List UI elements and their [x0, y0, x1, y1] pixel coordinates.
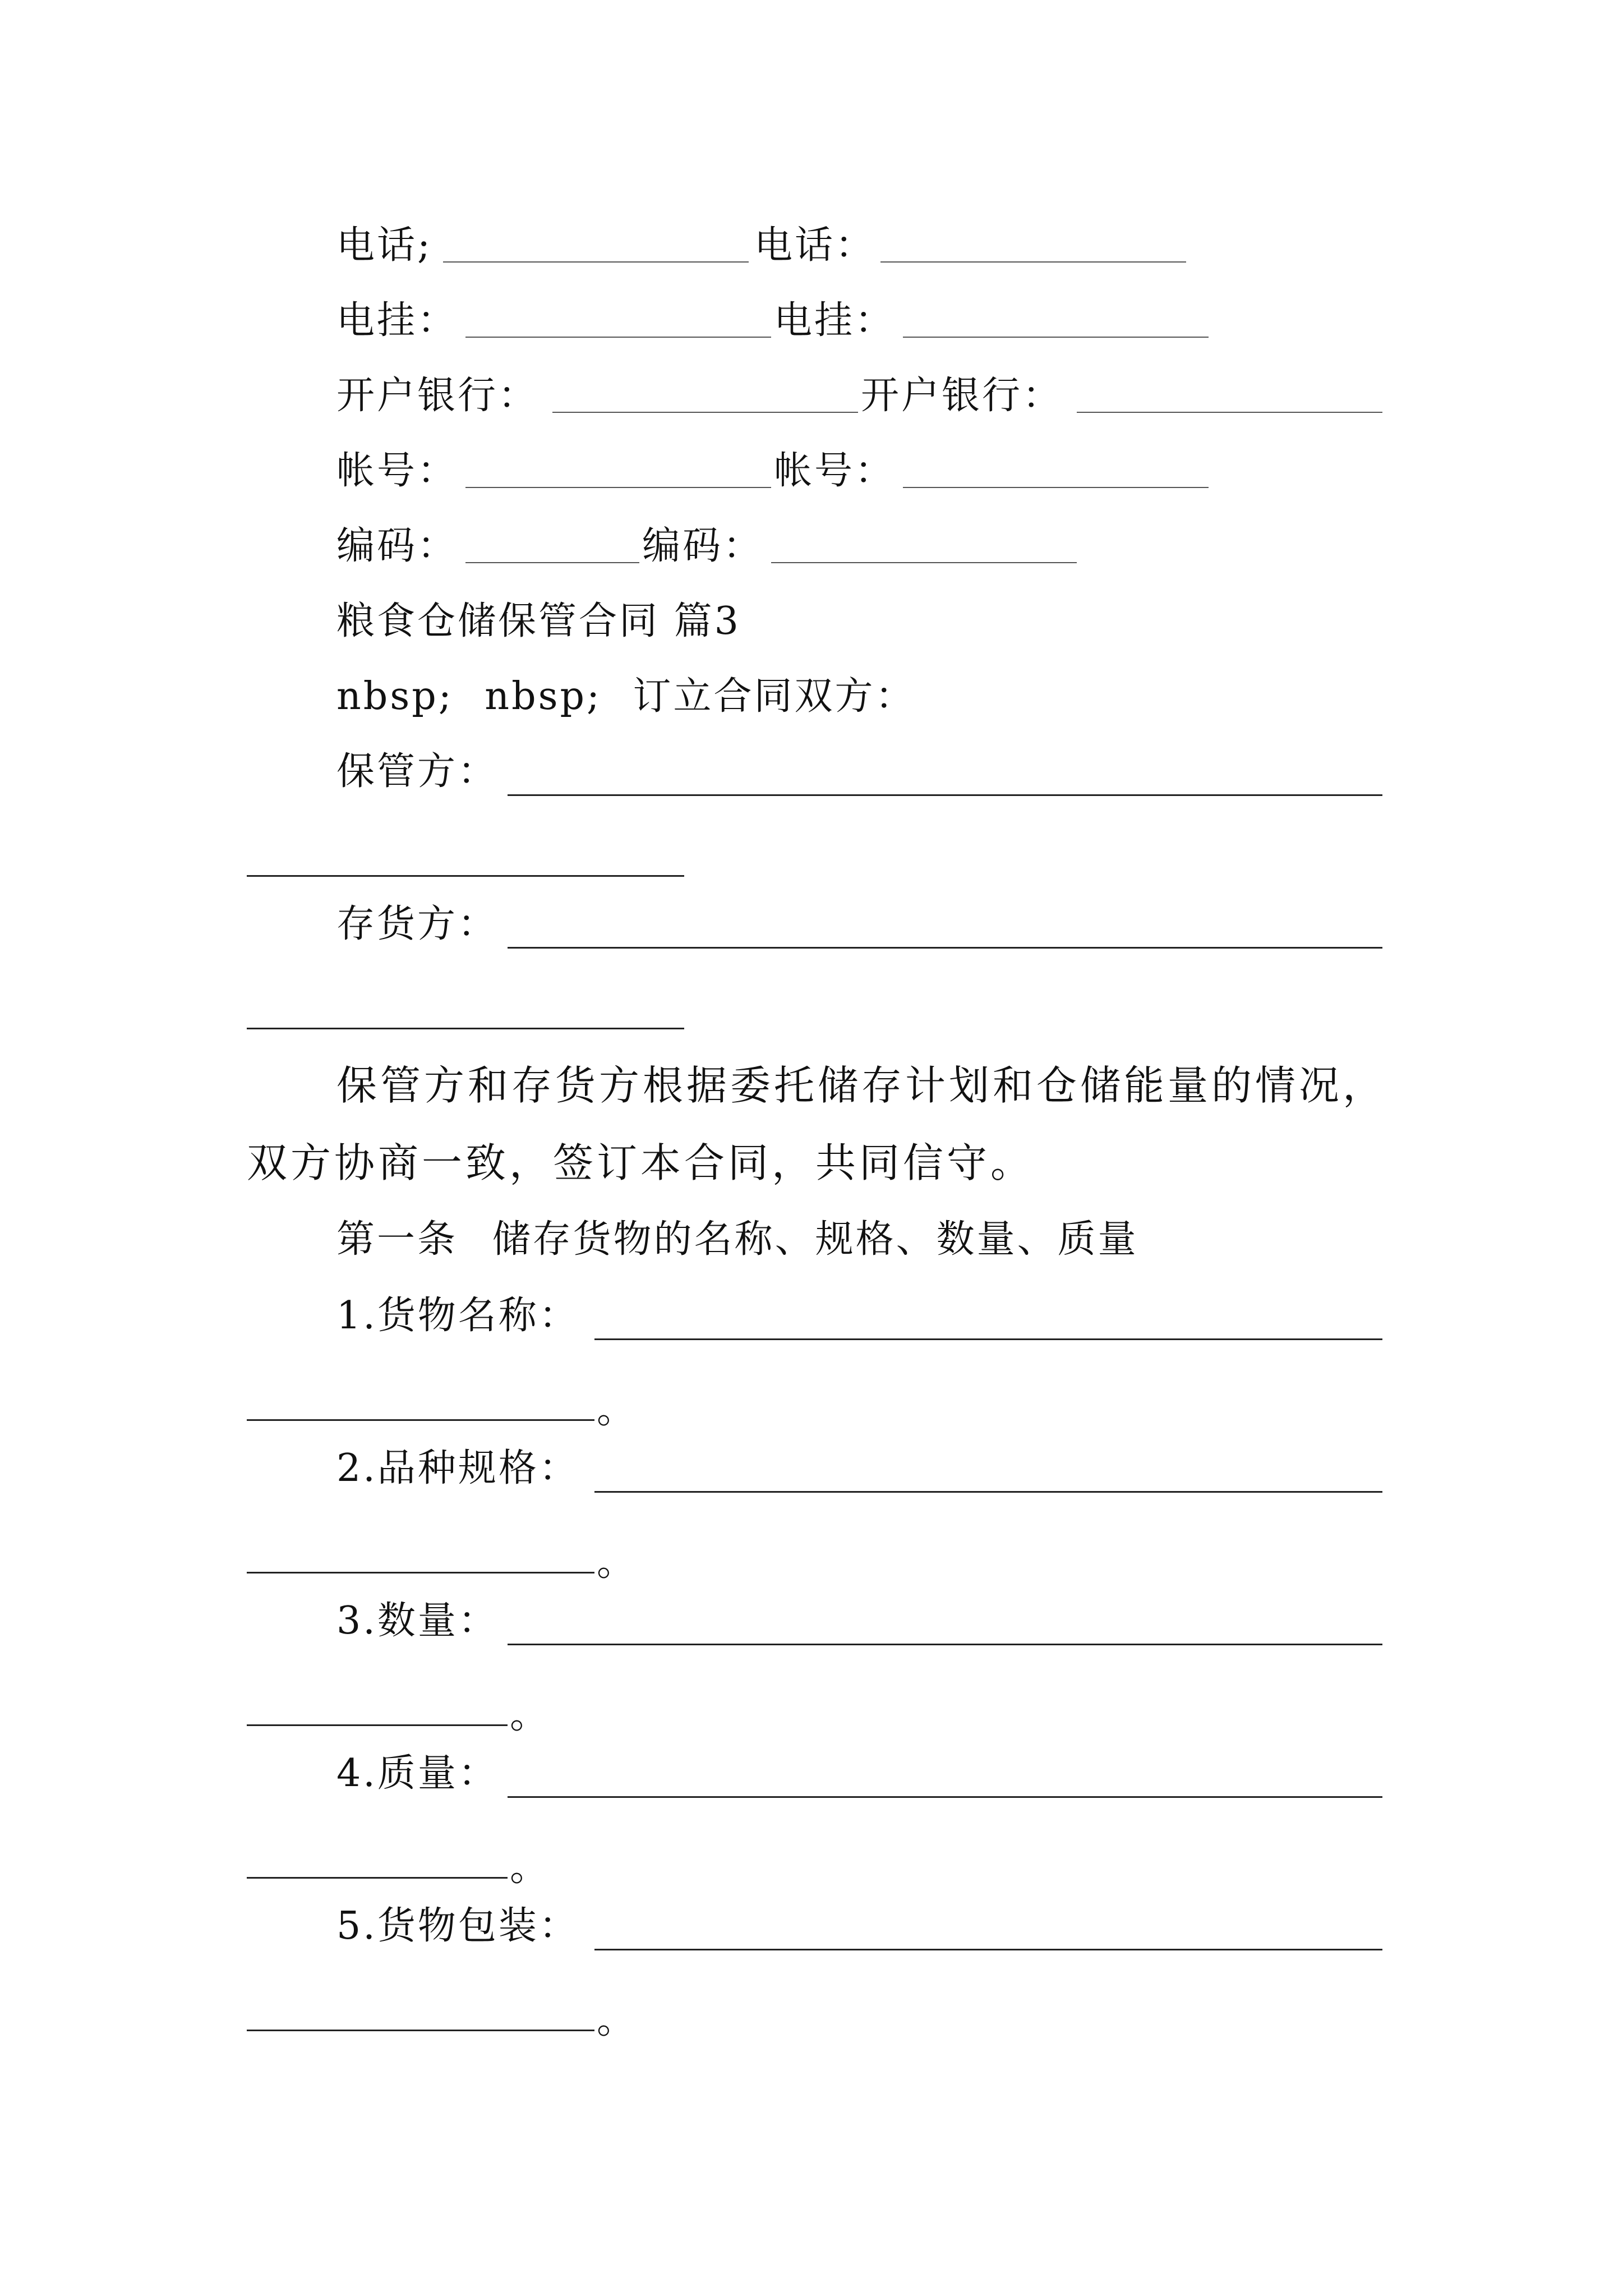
item-2-blank-cont[interactable] [247, 1572, 594, 1573]
item-5-label: 5.货物包装： [336, 1904, 579, 1948]
item-5-period: 。 [597, 1998, 635, 2042]
item-2-period: 。 [597, 1540, 635, 1585]
item-3-period: 。 [510, 1693, 548, 1737]
telegraph-blank-right[interactable] [903, 337, 1209, 338]
bank-label-left: 开户银行： [336, 374, 539, 418]
article-1-title: 第一条 储存货物的名称、规格、数量、质量 [336, 1217, 1138, 1262]
depositor-blank[interactable] [508, 947, 1382, 949]
bank-blank-right[interactable] [1077, 412, 1382, 413]
code-blank-left[interactable] [465, 562, 639, 563]
telegraph-blank-left[interactable] [465, 337, 771, 338]
item-5-blank[interactable] [594, 1949, 1382, 1950]
phone-label-right: 电话： [754, 223, 876, 268]
depositor-label: 存货方： [336, 902, 499, 946]
phone-blank-left[interactable] [443, 261, 749, 263]
telegraph-label-right: 电挂： [774, 298, 896, 343]
bank-blank-left[interactable] [552, 412, 858, 413]
code-blank-right[interactable] [771, 562, 1077, 563]
item-1-label: 1.货物名称： [336, 1294, 579, 1338]
phone-label-left: 电话; [336, 223, 432, 268]
phone-blank-right[interactable] [880, 261, 1186, 263]
item-3-blank[interactable] [508, 1644, 1382, 1645]
account-label-right: 帐号： [774, 449, 896, 493]
item-4-blank[interactable] [508, 1796, 1382, 1798]
parties-intro: nbsp; nbsp; 订立合同双方： [336, 674, 916, 719]
item-2-blank[interactable] [594, 1491, 1382, 1493]
account-blank-left[interactable] [465, 487, 771, 488]
account-label-left: 帐号： [336, 449, 458, 493]
depositor-blank-cont[interactable] [247, 1028, 684, 1029]
item-5-blank-cont[interactable] [247, 2030, 594, 2031]
item-4-label: 4.质量： [336, 1751, 499, 1796]
agreement-line-1: 保管方和存货方根据委托储存计划和仓储能量的情况， [336, 1062, 1387, 1109]
account-blank-right[interactable] [903, 487, 1209, 488]
custodian-blank[interactable] [508, 794, 1382, 796]
agreement-line-2: 双方协商一致，签订本合同，共同信守。 [247, 1139, 1035, 1186]
custodian-blank-cont[interactable] [247, 875, 684, 877]
custodian-label: 保管方： [336, 749, 499, 794]
section-title: 粮食仓储保管合同 篇3 [336, 599, 741, 643]
item-4-period: 。 [510, 1846, 548, 1890]
bank-label-right: 开户银行： [861, 374, 1063, 418]
item-1-blank[interactable] [594, 1338, 1382, 1340]
item-1-period: 。 [597, 1388, 635, 1432]
code-label-left: 编码： [336, 524, 458, 568]
code-label-right: 编码： [642, 524, 764, 568]
item-3-label: 3.数量： [336, 1599, 499, 1643]
item-2-label: 2.品种规格： [336, 1446, 579, 1490]
item-4-blank-cont[interactable] [247, 1877, 508, 1879]
telegraph-label-left: 电挂： [336, 298, 458, 343]
item-3-blank-cont[interactable] [247, 1724, 508, 1726]
item-1-blank-cont[interactable] [247, 1419, 594, 1421]
